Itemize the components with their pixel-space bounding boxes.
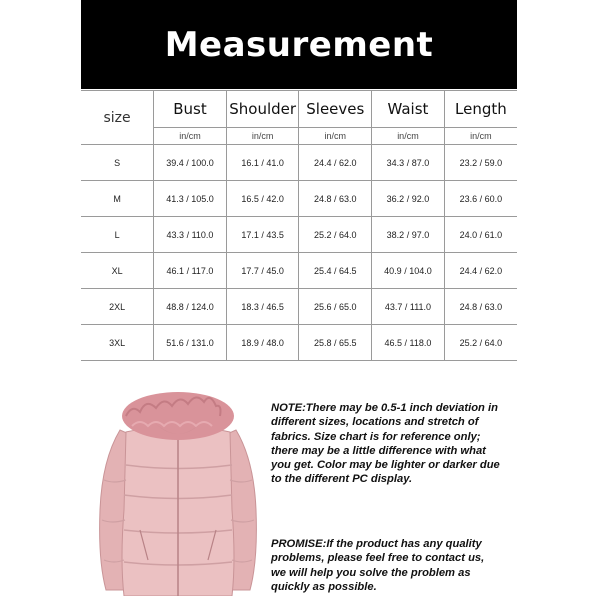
banner-title: Measurement [164, 24, 434, 65]
table-row [81, 325, 517, 361]
table-cell: 24.0 / 61.0 [444, 217, 517, 253]
table-cell: 43.7 / 111.0 [372, 289, 445, 325]
table-cell: 36.2 / 92.0 [372, 181, 445, 217]
column-header: Length [444, 91, 517, 128]
table-cell: 24.4 / 62.0 [444, 253, 517, 289]
column-header: Shoulder [226, 91, 299, 128]
unit-label: in/cm [226, 128, 299, 145]
table-cell: 23.6 / 60.0 [444, 181, 517, 217]
table-row [81, 217, 517, 253]
size-cell: L [81, 217, 154, 253]
table-cell: 41.3 / 105.0 [154, 181, 227, 217]
unit-label: in/cm [444, 128, 517, 145]
table-cell: 25.2 / 64.0 [299, 217, 372, 253]
pink-puffer-jacket-image [92, 390, 264, 596]
table-cell: 18.3 / 46.5 [226, 289, 299, 325]
size-column-header: size [81, 91, 154, 145]
table-cell: 46.5 / 118.0 [372, 325, 445, 361]
size-chart-table [81, 90, 517, 361]
table-cell: 24.4 / 62.0 [299, 145, 372, 181]
table-cell: 18.9 / 48.0 [226, 325, 299, 361]
table-cell: 25.4 / 64.5 [299, 253, 372, 289]
unit-label: in/cm [299, 128, 372, 145]
table-row [81, 181, 517, 217]
table-cell: 39.4 / 100.0 [154, 145, 227, 181]
table-cell: 24.8 / 63.0 [444, 289, 517, 325]
table-cell: 38.2 / 97.0 [372, 217, 445, 253]
table-cell: 24.8 / 63.0 [299, 181, 372, 217]
table-cell: 16.5 / 42.0 [226, 181, 299, 217]
size-cell: 2XL [81, 289, 154, 325]
unit-label: in/cm [372, 128, 445, 145]
table-cell: 17.1 / 43.5 [226, 217, 299, 253]
column-header: Bust [154, 91, 227, 128]
note-text: NOTE:There may be 0.5-1 inch deviation in different sizes, locations and stretch of fabrics. Size chart is for reference only; there may be a little difference with what you get. Color may be lighter or darker due to the different PC display. [271, 402, 500, 486]
table-cell: 17.7 / 45.0 [226, 253, 299, 289]
table-cell: 23.2 / 59.0 [444, 145, 517, 181]
promise-text: PROMISE:If the product has any quality problems, please feel free to contact us, we will help you solve the problem as quickly as possible. [271, 538, 485, 593]
table-cell: 16.1 / 41.0 [226, 145, 299, 181]
table-header-row [81, 91, 517, 128]
table-cell: 43.3 / 110.0 [154, 217, 227, 253]
size-cell: XL [81, 253, 154, 289]
size-cell: M [81, 181, 154, 217]
table-row [81, 253, 517, 289]
size-cell: S [81, 145, 154, 181]
table-cell: 34.3 / 87.0 [372, 145, 445, 181]
table-cell: 25.2 / 64.0 [444, 325, 517, 361]
header-banner [81, 0, 517, 89]
unit-label: in/cm [154, 128, 227, 145]
table-cell: 25.8 / 65.5 [299, 325, 372, 361]
table-cell: 40.9 / 104.0 [372, 253, 445, 289]
column-header: Sleeves [299, 91, 372, 128]
table-cell: 51.6 / 131.0 [154, 325, 227, 361]
column-header: Waist [372, 91, 445, 128]
table-row [81, 145, 517, 181]
table-cell: 46.1 / 117.0 [154, 253, 227, 289]
table-cell: 25.6 / 65.0 [299, 289, 372, 325]
table-cell: 48.8 / 124.0 [154, 289, 227, 325]
size-cell: 3XL [81, 325, 154, 361]
table-row [81, 289, 517, 325]
